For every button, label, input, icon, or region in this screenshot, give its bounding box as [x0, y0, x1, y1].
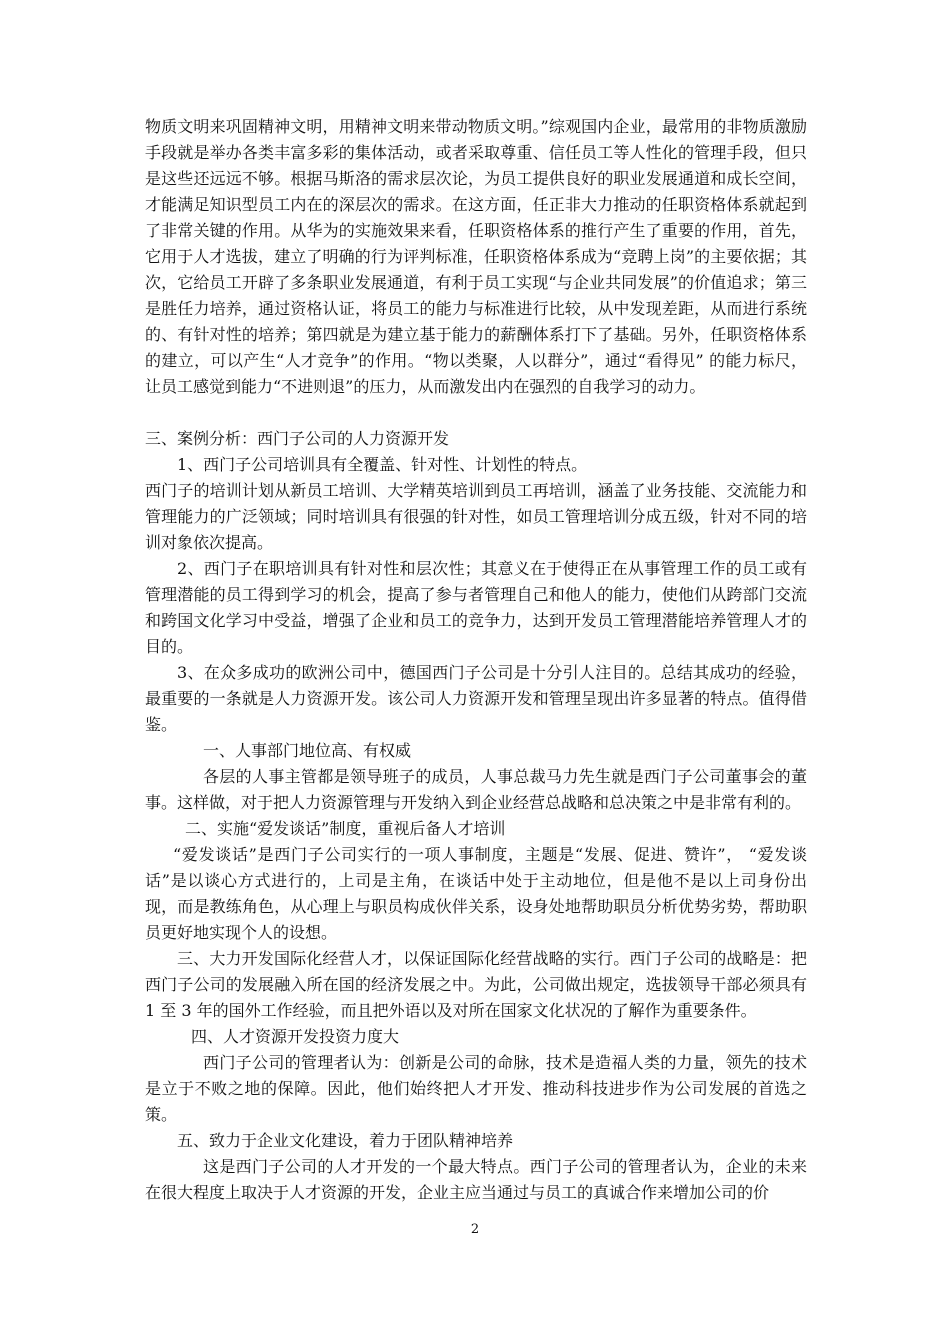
subsection-heading: 一、人事部门地位高、有权威 [203, 741, 412, 760]
paragraph: 2、西门子在职培训具有针对性和层次性；其意义在于使得正在从事管理工作的员工或有管理潜能的员工得到学习的机会，提高了参与者管理自己和他人的能力，使他们从跨部门交流和跨国文化学习中受益，增强了企业和员工的竞争力，达到开发员工管理潜能培养管理人才的目的。 [145, 559, 807, 656]
paragraph-spacer [145, 400, 807, 426]
subsection-heading: 四、人才资源开发投资力度大 [191, 1027, 400, 1046]
body-text [145, 114, 807, 1206]
paragraph: 西门子的培训计划从新员工培训、大学精英培训到员工再培训，涵盖了业务技能、交流能力和管理能力的广泛领域；同时培训具有很强的针对性，如员工管理培训分成五级，针对不同的培训对象依次提高。 [145, 481, 807, 552]
page-number: 2 [470, 1222, 480, 1237]
paragraph: 三、大力开发国际化经营人才，以保证国际化经营战略的实行。西门子公司的战略是：把西门子公司的发展融入所在国的经济发展之中。为此，公司做出规定，选拔领导干部必须具有 1 至 3 年的国外工作经验，而且把外语以及对所在国家文化状况的了解作为重要条件。 [145, 949, 807, 1020]
paragraph: 物质文明来巩固精神文明，用精神文明来带动物质文明。”综观国内企业，最常用的非物质激励手段就是举办各类丰富多彩的集体活动，或者采取尊重、信任员工等人性化的管理手段，但只是这些还远远不够。根据马斯洛的需求层次论，为员工提供良好的职业发展通道和成长空间，才能满足知识型员工内在的深层次的需求。在这方面，任正非大力推动的任职资格体系就起到了非常关键的作用。从华为的实施效果来看，任职资格体系的推行产生了重要的作用，首先，它用于人才选拔，建立了明确的行为评判标准，任职资格体系成为“竞聘上岗”的主要依据；其次，它给员工开辟了多条职业发展通道，有利于员工实现“与企业共同发展”的价值追求；第三是胜任力培养，通过资格认证，将员工的能力与标准进行比较，从中发现差距，从而进行系统的、有针对性的培养；第四就是为建立基于能力的薪酬体系打下了基础。另外，任职资格体系的建立，可以产生“人才竞争”的作用。“物以类聚，人以群分”，通过“看得见” 的能力标尺，让员工感觉到能力“不进则退”的压力，从而激发出内在强烈的自我学习的动力。 [145, 117, 807, 396]
paragraph: 西门子公司的管理者认为：创新是公司的命脉，技术是造福人类的力量，领先的技术是立于不败之地的保障。因此，他们始终把人才开发、推动科技进步作为公司发展的首选之策。 [145, 1053, 807, 1124]
section-heading: 三、案例分析：西门子公司的人力资源开发 [145, 429, 450, 448]
paragraph: “爱发谈话”是西门子公司实行的一项人事制度，主题是“发展、促进、赞许”， “爱发谈话”是以谈心方式进行的，上司是主角，在谈话中处于主动地位，但是他不是以上司身份出现，而是教练角色，从心理上与职员构成伙伴关系，设身处地帮助职员分析优势劣势，帮助职员更好地实现个人的设想。 [145, 845, 807, 942]
subsection-heading: 1、西门子公司培训具有全覆盖、针对性、计划性的特点。 [177, 455, 588, 474]
paragraph: 各层的人事主管都是领导班子的成员，人事总裁马力先生就是西门子公司董事会的董事。这样做，对于把人力资源管理与开发纳入到企业经营总战略和总决策之中是非常有利的。 [145, 767, 807, 812]
subsection-heading: 二、实施“爱发谈话”制度，重视后备人才培训 [185, 819, 506, 838]
paragraph: 3、在众多成功的欧洲公司中，德国西门子公司是十分引人注目的。总结其成功的经验，最重要的一条就是人力资源开发。该公司人力资源开发和管理呈现出许多显著的特点。值得借鉴。 [145, 663, 807, 734]
subsection-heading: 五、致力于企业文化建设，着力于团队精神培养 [177, 1131, 514, 1150]
paragraph: 这是西门子公司的人才开发的一个最大特点。西门子公司的管理者认为，企业的未来在很大程度上取决于人才资源的开发，企业主应当通过与员工的真诚合作来增加公司的价 [145, 1157, 807, 1202]
